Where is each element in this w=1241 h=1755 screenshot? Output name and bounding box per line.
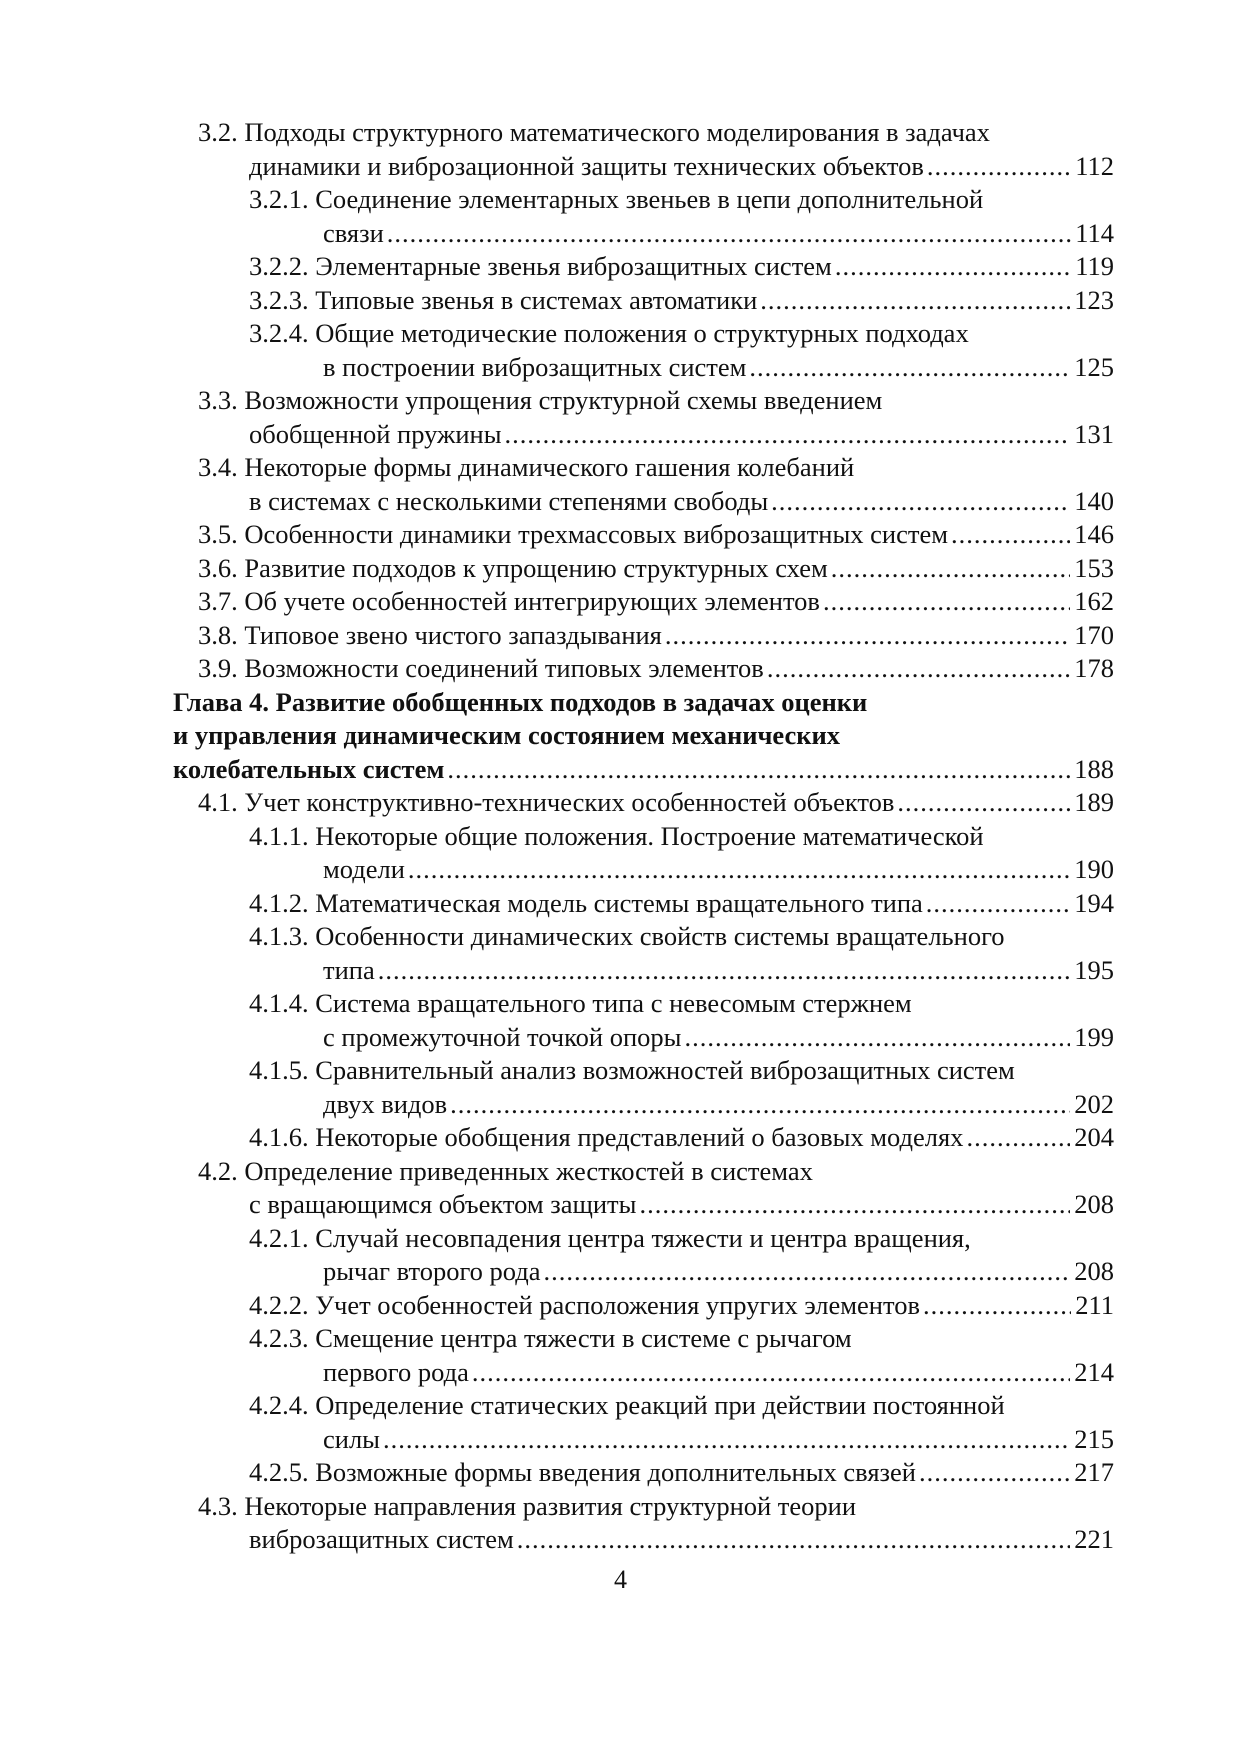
toc-entry-title: 4.1.4. Система вращательного типа с невесомым стержнем: [249, 988, 912, 1018]
toc-entry-line: [323, 1356, 1114, 1390]
toc-entry-line: [198, 518, 1114, 552]
toc-page-number: 208: [1074, 1256, 1114, 1286]
toc-page-number: 112: [1075, 150, 1114, 181]
toc-entry-title: с промежуточной точкой опоры: [323, 1021, 682, 1052]
toc-page-number: 214: [1074, 1356, 1114, 1387]
toc-page-number: 153: [1074, 552, 1114, 583]
toc-entry-line: [323, 217, 1114, 251]
toc-entry: [0, 619, 1241, 653]
toc-entry-line: [198, 619, 1114, 653]
toc-entry-line: [173, 686, 867, 720]
toc-page-number: 194: [1074, 887, 1114, 918]
toc-entry-title: 4.1.6. Некоторые обобщения представлений о базовых моделях: [249, 1122, 964, 1152]
toc-page-number: 162: [1074, 586, 1114, 616]
dot-leader: [639, 1188, 1070, 1222]
toc-entry-title: 4.1.5. Сравнительный анализ возможностей виброзащитных систем: [249, 1055, 1015, 1085]
dot-leader: [897, 786, 1070, 820]
toc-page-number: 208: [1074, 1189, 1114, 1219]
toc-entry-line: [323, 1255, 1114, 1289]
toc-entry-continued: [0, 384, 1241, 418]
toc-entry-title: 4.2.4. Определение статических реакций при действии постоянной: [249, 1390, 1005, 1420]
dot-leader: [505, 418, 1071, 452]
dot-leader: [835, 250, 1071, 284]
toc-page-number: 221: [1074, 1524, 1114, 1554]
toc-entry-line: [249, 418, 1114, 452]
toc-entry-title: рычаг второго рода: [323, 1256, 541, 1286]
toc-entry: [0, 887, 1241, 921]
toc-page-number: 204: [1074, 1122, 1114, 1152]
toc-entry: [0, 1523, 1241, 1557]
toc-entry-line: [198, 1490, 856, 1524]
toc-entry-line: [323, 1423, 1114, 1457]
toc-page-number: 140: [1074, 485, 1114, 516]
toc-entry-continued: [0, 1222, 1241, 1256]
toc-entry-continued: [0, 1490, 1241, 1524]
toc-entry-line: [249, 1188, 1114, 1222]
toc-entry-title: 4.1.2. Математическая модель системы вращательного типа: [249, 887, 923, 918]
toc-page-number: 215: [1074, 1423, 1114, 1454]
toc-entry: [0, 1021, 1241, 1055]
dot-leader: [378, 954, 1071, 988]
toc-page-number: 131: [1074, 418, 1114, 449]
toc-entry-line: [173, 719, 840, 753]
toc-entry-line: [249, 1389, 1005, 1423]
dot-leader: [383, 1423, 1070, 1457]
toc-entry-title: 4.2.1. Случай несовпадения центра тяжести и центра вращения,: [249, 1222, 971, 1253]
toc-page-number: 119: [1075, 251, 1114, 281]
toc-entry-title: силы: [323, 1423, 380, 1454]
page-number: 4: [614, 1565, 627, 1594]
toc-entry-title: в системах с несколькими степенями свободы: [249, 485, 769, 516]
toc-entry-continued: [0, 451, 1241, 485]
toc-entry-line: [249, 284, 1114, 318]
toc-entry-title: типа: [323, 954, 375, 985]
toc-entry-title: 4.2.2. Учет особенностей расположения упругих элементов: [249, 1289, 920, 1320]
toc-entry-title: 3.5. Особенности динамики трехмассовых виброзащитных систем: [198, 519, 948, 549]
toc-entry-line: [198, 585, 1114, 619]
toc-entry-title: двух видов: [323, 1088, 448, 1119]
toc-entry-continued: [0, 987, 1241, 1021]
toc-entry: [0, 652, 1241, 686]
toc-entry: [0, 853, 1241, 887]
toc-entry-title: в построении виброзащитных систем: [323, 351, 747, 382]
toc-entry-line: [249, 1523, 1114, 1557]
toc-entry: [0, 250, 1241, 284]
toc-entry-line: [249, 820, 984, 854]
toc-entry-title: 3.8. Типовое звено чистого запаздывания: [198, 619, 662, 650]
toc-entry: [0, 485, 1241, 519]
toc-entry-line: [249, 1322, 852, 1356]
toc-entry-title: 4.3. Некоторые направления развития структурной теории: [198, 1490, 857, 1521]
toc-entry: [0, 1289, 1241, 1323]
toc-page-number: 178: [1074, 653, 1114, 683]
dot-leader: [665, 619, 1070, 653]
toc-entry-line: [173, 753, 1114, 787]
toc-entry-continued: [0, 1389, 1241, 1423]
toc-entry-continued: [0, 116, 1241, 150]
table-of-contents: [0, 116, 1241, 1557]
toc-entry-title: 3.2.1. Соединение элементарных звеньев в цепи дополнительной: [249, 184, 984, 214]
dot-leader: [927, 150, 1071, 184]
dot-leader: [387, 217, 1071, 251]
toc-entry-title: 3.2. Подходы структурного математического моделирования в задачах: [198, 117, 990, 147]
toc-entry-line: [323, 1021, 1114, 1055]
dot-leader: [823, 585, 1070, 619]
toc-entry: [0, 552, 1241, 586]
dot-leader: [831, 552, 1070, 586]
dot-leader: [447, 753, 1070, 787]
toc-page-number: 199: [1074, 1021, 1114, 1052]
toc-entry-line: [249, 150, 1114, 184]
toc-page-number: 211: [1075, 1289, 1114, 1320]
toc-entry-line: [198, 384, 882, 418]
toc-entry-continued: [0, 1054, 1241, 1088]
toc-entry-title: 3.7. Об учете особенностей интегрирующих элементов: [198, 586, 820, 616]
dot-leader: [472, 1356, 1070, 1390]
toc-entry-title: динамики и виброзационной защиты технических объектов: [249, 150, 924, 181]
toc-entry: [0, 753, 1241, 787]
toc-entry-line: [323, 351, 1114, 385]
toc-entry-title: первого рода: [323, 1356, 469, 1387]
dot-leader: [926, 887, 1070, 921]
toc-entry-line: [249, 887, 1114, 921]
toc-entry-continued: [0, 1322, 1241, 1356]
dot-leader: [450, 1088, 1070, 1122]
toc-entry-title: 4.2.3. Смещение центра тяжести в системе с рычагом: [249, 1323, 852, 1353]
toc-entry-title: 3.3. Возможности упрощения структурной схемы введением: [198, 385, 883, 415]
toc-entry-title: 3.2.2. Элементарные звенья виброзащитных систем: [249, 251, 832, 281]
toc-entry-line: [249, 485, 1114, 519]
toc-entry: [0, 1255, 1241, 1289]
toc-entry: [0, 1188, 1241, 1222]
toc-page-number: 125: [1074, 351, 1114, 382]
toc-entry-line: [249, 250, 1114, 284]
dot-leader: [760, 284, 1070, 318]
toc-page-number: 123: [1074, 284, 1114, 315]
toc-entry: [0, 518, 1241, 552]
toc-entry-title: 4.1.3. Особенности динамических свойств системы вращательного: [249, 921, 1005, 951]
toc-entry-title: 3.6. Развитие подходов к упрощению структурных схем: [198, 552, 828, 583]
toc-entry-line: [323, 853, 1114, 887]
toc-entry-line: [249, 1289, 1114, 1323]
toc-entry-line: [198, 652, 1114, 686]
toc-entry-title: виброзащитных систем: [249, 1524, 514, 1554]
toc-page-number: 190: [1074, 854, 1114, 884]
toc-entry: [0, 150, 1241, 184]
toc-entry-title: модели: [323, 854, 405, 884]
toc-entry-continued: [0, 1155, 1241, 1189]
toc-entry-line: [249, 920, 1005, 954]
toc-entry-line: [323, 1088, 1114, 1122]
toc-entry-line: [198, 552, 1114, 586]
toc-page-number: 217: [1074, 1457, 1114, 1487]
toc-entry: [0, 351, 1241, 385]
toc-entry: [0, 217, 1241, 251]
dot-leader: [684, 1021, 1070, 1055]
dot-leader: [966, 1121, 1070, 1155]
dot-leader: [767, 652, 1070, 686]
toc-entry: [0, 418, 1241, 452]
toc-entry-title: обобщенной пружины: [249, 418, 502, 449]
dot-leader: [517, 1523, 1070, 1557]
dot-leader: [951, 518, 1070, 552]
toc-entry: [0, 1456, 1241, 1490]
toc-entry: [0, 786, 1241, 820]
toc-entry: [0, 1356, 1241, 1390]
toc-entry-line: [249, 1456, 1114, 1490]
dot-leader: [923, 1289, 1071, 1323]
toc-entry-title: 3.2.3. Типовые звенья в системах автоматики: [249, 284, 758, 315]
toc-entry-title: 4.2. Определение приведенных жесткостей в системах: [198, 1155, 813, 1186]
dot-leader: [544, 1255, 1071, 1289]
toc-entry-title: 3.2.4. Общие методические положения о структурных подходах: [249, 318, 969, 348]
toc-entry-line: [249, 317, 969, 351]
toc-entry-title: 4.2.5. Возможные формы введения дополнительных связей: [249, 1457, 916, 1487]
toc-entry: [0, 1423, 1241, 1457]
toc-entry-title: с вращающимся объектом защиты: [249, 1189, 637, 1219]
toc-entry-title: Глава 4. Развитие обобщенных подходов в задачах оценки: [173, 686, 868, 717]
toc-entry-title: 3.9. Возможности соединений типовых элементов: [198, 653, 764, 683]
toc-entry-title: связи: [323, 217, 384, 248]
toc-entry: [0, 954, 1241, 988]
toc-entry-line: [198, 451, 854, 485]
toc-entry: [0, 585, 1241, 619]
toc-page-number: 195: [1074, 954, 1114, 985]
toc-entry-continued: [0, 719, 1241, 753]
toc-entry-title: 4.1. Учет конструктивно-технических особенностей объектов: [198, 787, 895, 817]
toc-entry-continued: [0, 820, 1241, 854]
toc-entry-continued: [0, 686, 1241, 720]
dot-leader: [771, 485, 1070, 519]
toc-page-number: 188: [1074, 753, 1114, 784]
toc-entry-line: [323, 954, 1114, 988]
toc-entry-line: [249, 1121, 1114, 1155]
toc-entry: [0, 1121, 1241, 1155]
toc-entry-title: 3.4. Некоторые формы динамического гашения колебаний: [198, 452, 855, 482]
toc-entry-continued: [0, 317, 1241, 351]
toc-entry-title: 4.1.1. Некоторые общие положения. Построение математической: [249, 820, 984, 851]
toc-entry-line: [249, 183, 983, 217]
toc-entry-line: [198, 786, 1114, 820]
toc-entry-line: [249, 1222, 971, 1256]
toc-page-number: 202: [1074, 1088, 1114, 1119]
dot-leader: [749, 351, 1070, 385]
toc-entry-line: [198, 116, 990, 150]
toc-entry: [0, 1088, 1241, 1122]
toc-entry-line: [249, 1054, 1015, 1088]
toc-entry-continued: [0, 183, 1241, 217]
dot-leader: [408, 853, 1070, 887]
toc-entry-line: [198, 1155, 813, 1189]
toc-entry-line: [249, 987, 912, 1021]
toc-entry-continued: [0, 920, 1241, 954]
toc-page-number: 114: [1075, 217, 1114, 248]
toc-entry-title: колебательных систем: [173, 753, 445, 784]
dot-leader: [919, 1456, 1070, 1490]
toc-entry: [0, 284, 1241, 318]
toc-page-number: 146: [1074, 519, 1114, 549]
toc-page-number: 189: [1074, 787, 1114, 817]
toc-entry-title: и управления динамическим состоянием механических: [173, 720, 841, 750]
toc-page-number: 170: [1074, 619, 1114, 650]
